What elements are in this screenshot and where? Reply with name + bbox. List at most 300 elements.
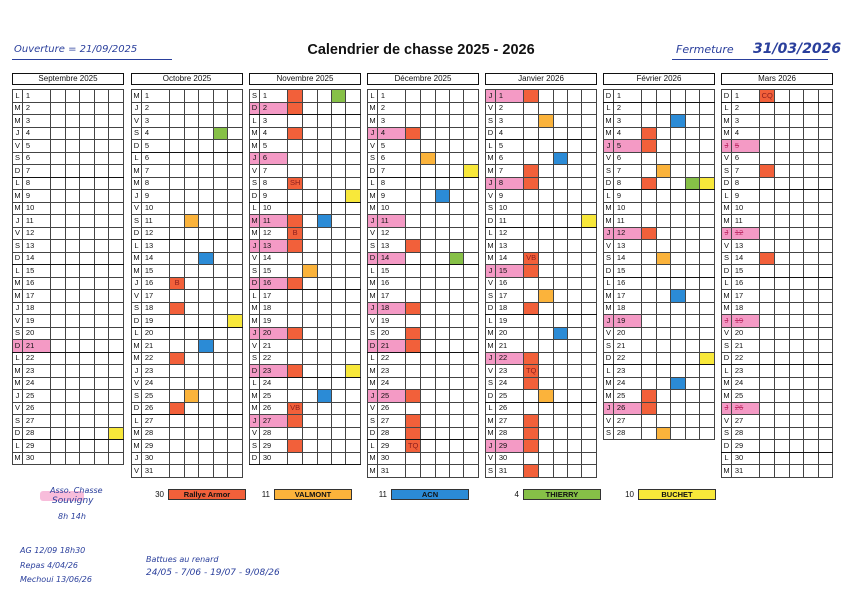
day-number: 27 xyxy=(377,415,405,428)
day-letter: J xyxy=(368,390,378,403)
hunt-slot xyxy=(317,202,331,215)
day-letter: L xyxy=(722,277,732,290)
hunt-slot xyxy=(582,252,597,265)
hunt-slot xyxy=(760,115,775,128)
hunt-slot xyxy=(553,202,567,215)
hunt-slot xyxy=(524,215,539,228)
day-row xyxy=(486,102,597,115)
hunt-slot xyxy=(568,90,582,103)
hunt-slot xyxy=(685,240,700,253)
hunt-slot xyxy=(213,440,228,453)
day-letter: M xyxy=(486,340,496,353)
hunt-slot xyxy=(94,165,109,178)
hunt-slot xyxy=(775,227,789,240)
day-number: 2 xyxy=(377,102,405,115)
hunt-slot xyxy=(213,152,228,165)
month-table xyxy=(485,89,597,478)
day-row xyxy=(722,115,833,128)
hunt-slot xyxy=(804,402,818,415)
hunt-slot xyxy=(109,440,124,453)
day-row xyxy=(722,290,833,303)
day-row xyxy=(250,327,361,340)
day-number: 23 xyxy=(495,365,523,378)
day-number: 22 xyxy=(731,352,759,365)
hunt-slot xyxy=(539,127,553,140)
day-number: 2 xyxy=(613,102,641,115)
hunt-slot: TQ xyxy=(406,440,421,453)
hunt-slot xyxy=(170,227,185,240)
day-number: 27 xyxy=(259,415,287,428)
day-row xyxy=(250,315,361,328)
hunt-slot xyxy=(582,402,597,415)
hunt-slot xyxy=(524,152,539,165)
hunt-slot xyxy=(656,240,671,253)
day-letter: D xyxy=(250,365,260,378)
hunt-slot xyxy=(303,252,317,265)
day-number: 5 xyxy=(22,140,50,153)
hunt-slot xyxy=(671,402,686,415)
hunt-slot xyxy=(568,352,582,365)
hunt-slot xyxy=(317,365,331,378)
hunt-slot xyxy=(464,315,479,328)
hunt-slot xyxy=(65,302,80,315)
day-letter: J xyxy=(486,265,496,278)
hunt-slot xyxy=(199,102,214,115)
hunt-slot xyxy=(524,465,539,478)
month-header: Octobre 2025 xyxy=(131,73,243,85)
day-letter: M xyxy=(722,127,732,140)
hunt-slot xyxy=(170,127,185,140)
day-letter: J xyxy=(13,215,23,228)
day-letter: M xyxy=(368,452,378,465)
hunt-slot xyxy=(539,215,553,228)
day-number: 4 xyxy=(259,127,287,140)
day-number: 4 xyxy=(613,127,641,140)
hunt-slot xyxy=(332,390,346,403)
day-number: 5 xyxy=(613,140,641,153)
hunt-slot xyxy=(582,115,597,128)
day-number: 19 xyxy=(141,315,169,328)
hunt-slot xyxy=(671,240,686,253)
hunt-slot xyxy=(65,90,80,103)
day-number: 3 xyxy=(731,115,759,128)
hunt-slot xyxy=(406,302,421,315)
day-number: 15 xyxy=(613,265,641,278)
day-row xyxy=(722,240,833,253)
day-row xyxy=(486,127,597,140)
day-number: 20 xyxy=(731,327,759,340)
day-row xyxy=(250,277,361,290)
day-row xyxy=(368,440,479,453)
day-number: 28 xyxy=(613,427,641,440)
day-letter: J xyxy=(132,102,142,115)
hunt-slot xyxy=(464,102,479,115)
hunt-slot xyxy=(109,227,124,240)
hunt-slot xyxy=(109,190,124,203)
hunt-slot xyxy=(303,177,317,190)
day-row xyxy=(250,115,361,128)
hunt-slot xyxy=(199,352,214,365)
day-number: 6 xyxy=(259,152,287,165)
hunt-slot xyxy=(818,465,833,478)
day-row xyxy=(13,402,124,415)
day-letter: S xyxy=(368,240,378,253)
hunt-slot xyxy=(789,127,803,140)
hunt-slot xyxy=(818,365,833,378)
hunt-slot xyxy=(346,202,361,215)
day-row xyxy=(368,465,479,478)
day-letter: S xyxy=(486,202,496,215)
day-number: 28 xyxy=(377,427,405,440)
hunt-slot xyxy=(464,440,479,453)
day-row xyxy=(368,402,479,415)
day-row xyxy=(132,177,243,190)
hunt-slot xyxy=(656,377,671,390)
day-row xyxy=(13,452,124,465)
hunt-slot xyxy=(435,140,449,153)
legend-count: 11 xyxy=(261,490,270,499)
hunt-slot xyxy=(406,127,421,140)
hunt-slot xyxy=(656,115,671,128)
month-header: Janvier 2026 xyxy=(485,73,597,85)
day-letter: M xyxy=(486,415,496,428)
day-row xyxy=(486,177,597,190)
hunt-slot xyxy=(303,140,317,153)
day-row xyxy=(604,277,715,290)
hunt-slot xyxy=(642,365,657,378)
hunt-slot xyxy=(406,290,421,303)
hunt-slot xyxy=(80,402,95,415)
hunt-slot xyxy=(818,440,833,453)
hunt-slot xyxy=(332,315,346,328)
day-row xyxy=(368,327,479,340)
hunt-slot xyxy=(539,315,553,328)
hunt-slot xyxy=(656,165,671,178)
hunt-slot xyxy=(671,290,686,303)
hunt-slot xyxy=(700,340,715,353)
hunt-slot: B xyxy=(170,277,185,290)
day-row xyxy=(722,315,833,328)
day-row xyxy=(604,152,715,165)
hunt-slot xyxy=(700,165,715,178)
hunt-slot xyxy=(51,202,66,215)
day-row xyxy=(368,177,479,190)
day-letter: S xyxy=(486,377,496,390)
day-letter: M xyxy=(368,290,378,303)
hunt-slot xyxy=(406,177,421,190)
hunt-slot xyxy=(421,265,435,278)
hunt-slot xyxy=(80,177,95,190)
day-letter: S xyxy=(604,252,614,265)
day-row xyxy=(722,265,833,278)
day-letter: J xyxy=(368,302,378,315)
day-letter: M xyxy=(604,215,614,228)
hunt-slot xyxy=(582,102,597,115)
hunt-slot xyxy=(184,115,199,128)
hunt-slot xyxy=(94,390,109,403)
day-letter: J xyxy=(368,215,378,228)
hunt-slot xyxy=(450,315,464,328)
hunt-slot xyxy=(94,190,109,203)
hunt-slot xyxy=(671,190,686,203)
hunt-slot xyxy=(65,227,80,240)
day-row xyxy=(13,177,124,190)
day-letter: L xyxy=(368,90,378,103)
day-letter: V xyxy=(132,465,142,478)
hunt-slot xyxy=(775,440,789,453)
hunt-slot xyxy=(184,252,199,265)
day-number: 9 xyxy=(377,190,405,203)
day-letter: M xyxy=(368,190,378,203)
hunt-slot xyxy=(450,465,464,478)
day-number: 26 xyxy=(377,402,405,415)
day-letter: L xyxy=(368,352,378,365)
day-number: 12 xyxy=(377,227,405,240)
day-letter: M xyxy=(604,377,614,390)
hunt-slot xyxy=(789,240,803,253)
day-number: 29 xyxy=(141,440,169,453)
hunt-slot xyxy=(553,290,567,303)
hunt-slot xyxy=(642,240,657,253)
day-row xyxy=(250,252,361,265)
day-number: 18 xyxy=(259,302,287,315)
day-letter: V xyxy=(132,377,142,390)
hunt-slot xyxy=(421,127,435,140)
hunt-slot xyxy=(775,165,789,178)
day-row xyxy=(250,352,361,365)
day-number: 20 xyxy=(22,327,50,340)
hunt-slot xyxy=(184,277,199,290)
hunt-slot xyxy=(346,340,361,353)
day-number: 8 xyxy=(731,177,759,190)
day-row xyxy=(368,127,479,140)
day-letter: M xyxy=(722,115,732,128)
day-letter: M xyxy=(368,465,378,478)
hunt-slot xyxy=(818,277,833,290)
day-letter: V xyxy=(132,115,142,128)
hunt-slot xyxy=(700,252,715,265)
hunt-slot xyxy=(51,115,66,128)
hunt-slot xyxy=(65,202,80,215)
hunt-slot xyxy=(464,227,479,240)
hunt-slot xyxy=(406,427,421,440)
month-table xyxy=(131,89,243,478)
day-number: 11 xyxy=(731,215,759,228)
hunt-slot xyxy=(228,90,243,103)
hunt-slot xyxy=(228,402,243,415)
hunt-slot xyxy=(346,352,361,365)
day-number: 9 xyxy=(259,190,287,203)
hunt-slot xyxy=(656,190,671,203)
hunt-slot xyxy=(553,115,567,128)
hunt-slot xyxy=(804,465,818,478)
day-row xyxy=(604,377,715,390)
day-row xyxy=(13,277,124,290)
hunt-slot xyxy=(199,140,214,153)
hunt-slot xyxy=(170,252,185,265)
hunt-slot xyxy=(94,302,109,315)
hunt-slot xyxy=(642,177,657,190)
hunt-slot xyxy=(184,352,199,365)
hunt-slot xyxy=(213,240,228,253)
hunt-slot xyxy=(553,227,567,240)
hunt-slot xyxy=(170,415,185,428)
hunt-slot xyxy=(760,202,775,215)
hunt-slot xyxy=(332,265,346,278)
hunt-slot xyxy=(199,440,214,453)
hunt-slot xyxy=(109,277,124,290)
hunt-slot xyxy=(804,265,818,278)
hunt-slot xyxy=(65,265,80,278)
day-row xyxy=(13,252,124,265)
day-letter: J xyxy=(604,402,614,415)
hunt-slot xyxy=(464,177,479,190)
day-letter: M xyxy=(486,327,496,340)
hunt-slot xyxy=(671,102,686,115)
hunt-slot xyxy=(213,140,228,153)
hunt-slot xyxy=(568,290,582,303)
day-number: 25 xyxy=(495,390,523,403)
day-number: 7 xyxy=(141,165,169,178)
day-number: 23 xyxy=(613,365,641,378)
day-number: 18 xyxy=(613,302,641,315)
day-number: 4 xyxy=(731,127,759,140)
day-letter: M xyxy=(486,165,496,178)
day-row xyxy=(486,440,597,453)
hunt-slot xyxy=(184,102,199,115)
hunt-slot xyxy=(94,102,109,115)
hunt-slot xyxy=(671,177,686,190)
day-number: 29 xyxy=(22,440,50,453)
hunt-slot xyxy=(199,240,214,253)
hunt-slot xyxy=(317,165,331,178)
hunt-slot xyxy=(65,427,80,440)
hunt-slot xyxy=(213,252,228,265)
day-number: 19 xyxy=(377,315,405,328)
hunt-slot xyxy=(553,140,567,153)
hunt-slot xyxy=(760,215,775,228)
hunt-slot xyxy=(804,427,818,440)
hunt-slot xyxy=(406,402,421,415)
hunt-slot xyxy=(775,190,789,203)
hunt-slot xyxy=(656,202,671,215)
hunt-slot xyxy=(346,265,361,278)
hunt-slot xyxy=(656,402,671,415)
hunt-slot xyxy=(406,265,421,278)
hunt-slot xyxy=(450,340,464,353)
hunt-slot xyxy=(421,390,435,403)
hunt-slot xyxy=(199,327,214,340)
hunt-slot xyxy=(80,290,95,303)
hunt-slot xyxy=(199,252,214,265)
hunt-slot xyxy=(450,402,464,415)
hunt-slot xyxy=(656,127,671,140)
hunt-slot xyxy=(775,427,789,440)
hunt-slot xyxy=(303,427,317,440)
hunt-slot xyxy=(303,102,317,115)
hunt-slot xyxy=(568,252,582,265)
day-letter: M xyxy=(604,302,614,315)
hunt-slot xyxy=(656,352,671,365)
day-letter: J xyxy=(250,415,260,428)
hunt-slot xyxy=(421,427,435,440)
hunt-slot xyxy=(109,302,124,315)
day-row xyxy=(722,440,833,453)
hunt-slot xyxy=(553,165,567,178)
day-letter: V xyxy=(722,240,732,253)
hunt-slot xyxy=(804,102,818,115)
hunt-slot xyxy=(539,390,553,403)
day-number: 18 xyxy=(141,302,169,315)
day-letter: D xyxy=(486,215,496,228)
hunt-slot xyxy=(685,202,700,215)
hunt-slot xyxy=(789,465,803,478)
hunt-slot xyxy=(332,365,346,378)
hunt-slot xyxy=(228,127,243,140)
hunt-slot xyxy=(568,440,582,453)
hunt-slot xyxy=(170,302,185,315)
day-row xyxy=(368,227,479,240)
hunt-slot xyxy=(760,415,775,428)
hunt-slot xyxy=(568,127,582,140)
day-number: 13 xyxy=(731,240,759,253)
hunt-slot xyxy=(789,215,803,228)
hunt-slot xyxy=(51,452,66,465)
hunt-slot xyxy=(656,327,671,340)
day-row xyxy=(368,102,479,115)
day-row xyxy=(368,115,479,128)
hunt-slot xyxy=(524,115,539,128)
hunt-slot xyxy=(228,290,243,303)
hunt-slot xyxy=(760,265,775,278)
hunt-slot xyxy=(804,440,818,453)
hunt-slot xyxy=(288,340,303,353)
day-letter: M xyxy=(604,290,614,303)
day-number: 17 xyxy=(613,290,641,303)
hunt-slot xyxy=(65,115,80,128)
hunt-slot xyxy=(642,227,657,240)
hunt-slot xyxy=(332,440,346,453)
day-number: 9 xyxy=(141,190,169,203)
hunt-slot xyxy=(109,365,124,378)
hunt-slot xyxy=(553,390,567,403)
hunt-slot xyxy=(435,315,449,328)
hunt-slot xyxy=(671,377,686,390)
hunt-slot xyxy=(818,152,833,165)
hunt-slot xyxy=(818,265,833,278)
hunt-slot xyxy=(80,440,95,453)
hunt-slot xyxy=(228,302,243,315)
hunt-slot xyxy=(789,102,803,115)
day-row xyxy=(250,240,361,253)
day-letter: V xyxy=(250,340,260,353)
hunt-slot xyxy=(406,115,421,128)
hunt-slot xyxy=(760,315,775,328)
hunt-slot xyxy=(228,465,243,478)
hunt-slot xyxy=(184,365,199,378)
day-letter: M xyxy=(250,315,260,328)
day-number: 20 xyxy=(141,327,169,340)
hunt-slot xyxy=(685,215,700,228)
hunt-slot xyxy=(568,465,582,478)
hunt-slot xyxy=(553,177,567,190)
day-row xyxy=(604,415,715,428)
day-row xyxy=(132,327,243,340)
hunt-slot xyxy=(94,240,109,253)
hunt-slot xyxy=(332,115,346,128)
hunt-slot xyxy=(213,427,228,440)
hunt-slot xyxy=(539,265,553,278)
